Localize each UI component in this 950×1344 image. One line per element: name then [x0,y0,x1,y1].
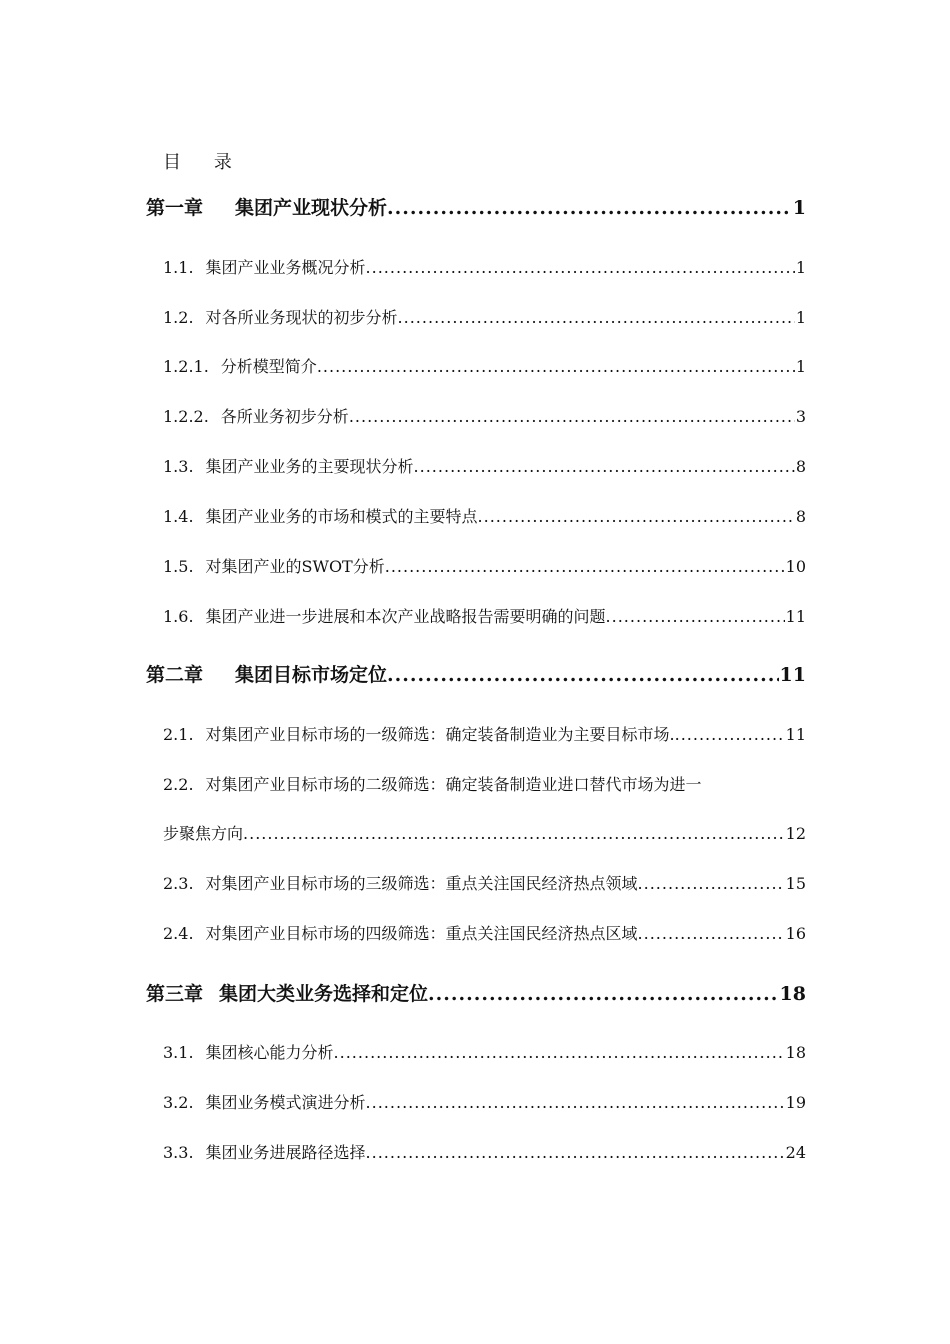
dot-leader [398,308,795,328]
toc-entry-page: 18 [785,1043,806,1062]
toc-entry-3-2[interactable] [163,1093,806,1113]
toc-entry-1-1[interactable] [163,258,806,278]
toc-entry-page: 15 [785,874,806,893]
dot-leader [349,407,795,427]
toc-entry-label: 对集团产业目标市场的一级筛选：确定装备制造业为主要目标市场. [205,725,675,744]
toc-entry-number: 3.2. [163,1093,194,1112]
toc-entry-2-4[interactable] [163,924,806,944]
toc-chapter-3[interactable] [146,982,806,1006]
dot-leader [675,725,785,745]
dot-leader [385,557,785,577]
toc-entry-label-continuation: 步聚焦方向 [163,824,244,843]
toc-entry-number: 2.1. [163,725,194,744]
toc-entry-number: 1.4. [163,507,194,526]
toc-entry-label: 集团产业业务的市场和模式的主要特点 [205,507,478,526]
toc-entry-label: 对集团产业目标市场的二级筛选：确定装备制造业进口替代市场为进一 [205,775,702,794]
toc-entry-number: 1.6. [163,607,194,626]
toc-entry-page: 1 [795,258,806,277]
dot-leader [638,924,785,944]
toc-entry-2-3[interactable] [163,874,806,894]
toc-entry-number: 1.2. [163,308,194,327]
toc-entry-number: 2.3. [163,874,194,893]
toc-entry-1-2[interactable] [163,308,806,328]
dot-leader [366,258,795,278]
dot-leader [606,607,785,627]
toc-entry-label: 集团业务进展路径选择 [205,1143,366,1162]
toc-entry-label: 集团目标市场定位 [235,664,388,686]
toc-entry-page: 1 [792,197,806,219]
toc-entry-label: 集团核心能力分析 [205,1043,334,1062]
toc-entry-number: 1.2.1. [163,357,209,376]
toc-entry-3-1[interactable] [163,1043,806,1063]
dot-leader [366,1093,785,1113]
toc-entry-number: 3.1. [163,1043,194,1062]
toc-entry-page: 12 [785,824,806,843]
toc-entry-label: 对集团产业目标市场的三级筛选：重点关注国民经济热点领域 [205,874,638,893]
toc-entry-2-2[interactable] [163,775,806,795]
toc-entry-2-2-continuation[interactable] [163,824,806,844]
toc-entry-label: 分析模型简介 [220,357,317,376]
toc-entry-label: 集团产业业务概况分析 [205,258,366,277]
toc-entry-page: 8 [795,507,806,526]
toc-entry-label: 各所业务初步分析 [220,407,349,426]
dot-leader [317,357,795,377]
toc-entry-page: 18 [779,983,806,1005]
toc-entry-number: 2.2. [163,775,194,794]
toc-entry-1-6[interactable] [163,607,806,627]
toc-entry-number: 1.5. [163,557,194,576]
dot-leader [387,663,779,687]
toc-entry-page: 11 [785,725,806,744]
toc-entry-label: 对集团产业目标市场的四级筛选：重点关注国民经济热点区域 [205,924,638,943]
toc-entry-number: 1.3. [163,457,194,476]
dot-leader [334,1043,785,1063]
toc-entry-number: 第一章 [146,197,204,219]
toc-entry-page: 8 [795,457,806,476]
toc-entry-label: 集团大类业务选择和定位 [219,983,429,1005]
toc-entry-label: 集团产业现状分析 [235,197,388,219]
toc-entry-label: 对各所业务现状的初步分析 [205,308,398,327]
dot-leader [638,874,785,894]
dot-leader [478,507,795,527]
toc-entry-1-3[interactable] [163,457,806,477]
toc-entry-3-3[interactable] [163,1143,806,1163]
toc-entry-page: 1 [795,357,806,376]
toc-entry-number: 第三章 [146,983,204,1005]
toc-entry-1-2-1[interactable] [163,357,806,377]
toc-entry-number: 3.3. [163,1143,194,1162]
dot-leader [414,457,795,477]
dot-leader [428,982,779,1006]
toc-entry-page: 11 [785,607,806,626]
toc-entry-page: 24 [785,1143,806,1162]
toc-entry-1-2-2[interactable] [163,407,806,427]
toc-entry-label: 集团产业业务的主要现状分析 [205,457,414,476]
toc-entry-page: 19 [785,1093,806,1112]
toc-entry-page: 3 [795,407,806,426]
toc-entry-page: 11 [779,664,806,686]
toc-entry-label: 集团产业进一步进展和本次产业战略报告需要明确的问题 [205,607,606,626]
toc-entry-number: 1.2.2. [163,407,209,426]
toc-entry-1-5[interactable] [163,557,806,577]
toc-title: 目 录 [163,152,234,173]
dot-leader [366,1143,785,1163]
toc-entry-page: 1 [795,308,806,327]
toc-entry-2-1[interactable] [163,725,806,745]
toc-entry-page: 10 [785,557,806,576]
dot-leader [243,824,785,844]
toc-entry-label: 对集团产业的SWOT分析 [205,557,385,576]
toc-chapter-2[interactable] [146,663,806,687]
dot-leader [387,196,792,220]
toc-entry-1-4[interactable] [163,507,806,527]
toc-entry-number: 第二章 [146,664,204,686]
toc-chapter-1[interactable] [146,196,806,220]
toc-entry-page: 16 [785,924,806,943]
toc-entry-label: 集团业务模式演进分析 [205,1093,366,1112]
toc-entry-number: 1.1. [163,258,194,277]
toc-entry-number: 2.4. [163,924,194,943]
